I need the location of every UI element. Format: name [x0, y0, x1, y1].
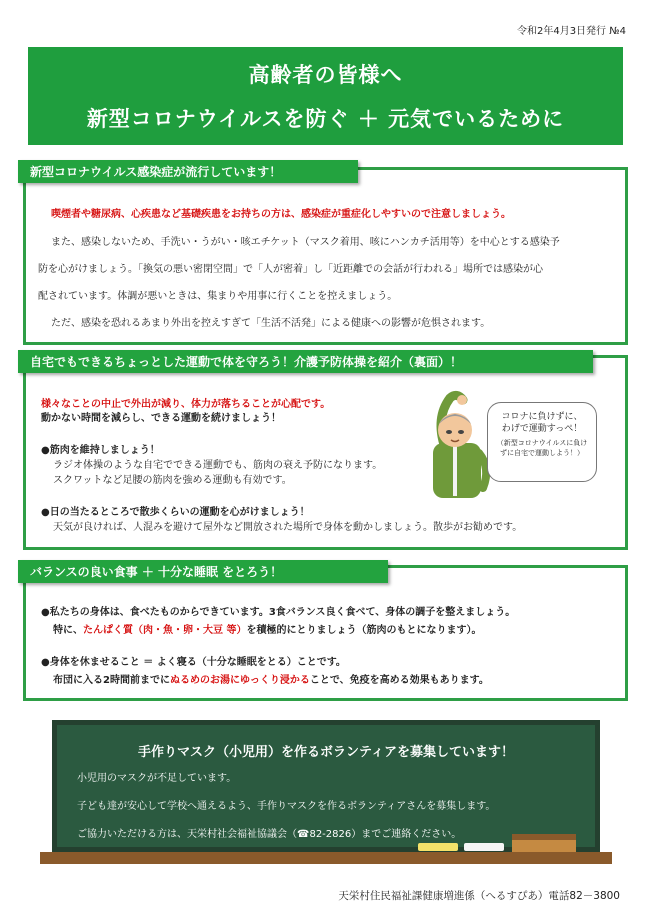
protein-highlight: たんぱく質（肉・魚・卵・大豆 等）	[83, 625, 247, 636]
title-banner	[28, 47, 623, 145]
inactivity-text: ただ、感染を恐れるあまり外出を控えすぎて「生活不活発」による健康への影響が危惧されます。	[51, 318, 491, 329]
contact-footer: 天栄村住民福祉課健康増進係（へるすぴあ）電話82－3800	[338, 890, 620, 902]
section-diet-sleep	[23, 565, 628, 701]
section-diet-sleep-title: バランスの良い食事 ＋ 十分な睡眠 をとろう！	[18, 560, 388, 583]
section-covid-warning	[23, 167, 628, 345]
banner-title-line1: 高齢者の皆様へ	[248, 63, 403, 87]
sleep-text-2	[53, 674, 489, 687]
issue-date: 令和2年4月3日発行 №4	[516, 26, 626, 37]
volunteer-text-3: ご協力いただける方は、天栄村社会福祉協議会（☎82-2826）までご連絡ください。	[77, 829, 462, 840]
yellow-chalk	[418, 843, 458, 851]
prevention-text-3: 配されています。体調が悪いときは、集まりや用事に行くことを控えましょう。	[38, 291, 398, 302]
muscle-text-1: ラジオ体操のような自宅でできる運動でも、筋肉の衰え予防になります。	[53, 460, 383, 471]
muscle-heading: ●筋肉を維持しましょう！	[41, 445, 160, 456]
speech-bubble	[487, 402, 597, 482]
prevention-text-1: また、感染しないため、手洗い・うがい・咳エチケット（マスク着用、咳にハンカチ活用等）を中心とする感染予	[51, 237, 560, 248]
prevention-text-2: 防を心がけましょう。「換気の悪い密閉空間」で「人が密着」し「近距離での会話が行われる」場所では感染が心	[38, 264, 543, 275]
section-covid-warning-title: 新型コロナウイルス感染症が流行しています！	[18, 160, 358, 183]
risk-warning: 喫煙者や糖尿病、心疾患など基礎疾患をお持ちの方は、感染症が重症化しやすいので注意しましょう。	[51, 209, 511, 220]
speech-line-1: コロナに負けずに、	[501, 412, 583, 422]
eraser-icon	[512, 834, 576, 852]
diet-text-2	[53, 624, 481, 637]
speech-line-4: ずに自宅で運動しよう！）	[500, 449, 584, 457]
exercise-warning: 様々なことの中止で外出が減り、体力が落ちることが心配です。	[41, 399, 331, 410]
walk-text: 天気が良ければ、人混みを避けて屋外など開放された場所で身体を動かしましょう。散歩がお勧めです。	[53, 522, 523, 533]
exercise-subtext: 動かない時間を減らし、できる運動を続けましょう！	[41, 413, 281, 424]
white-chalk	[464, 843, 504, 851]
diet-text-2a: 特に、	[53, 625, 83, 636]
bath-highlight: ぬるめのお湯にゆっくり浸かる	[169, 675, 310, 686]
sleep-text-2a: 布団に入る2時間前までに	[53, 675, 170, 686]
sleep-text-2c: ことで、免疫を高める効果もあります。	[309, 675, 489, 686]
volunteer-text-1: 小児用のマスクが不足しています。	[77, 773, 237, 784]
speech-line-2: わげで運動すっぺ！	[501, 424, 583, 434]
banner-title-line2: 新型コロナウイルスを防ぐ ＋ 元気でいるために	[86, 107, 565, 131]
speech-line-3: （新型コロナウイルスに負け	[496, 439, 588, 447]
diet-text-2c: を積極的にとりましょう（筋肉のもとになります）。	[246, 625, 482, 636]
diet-text-1: ●私たちの身体は、食べたものからできています。3食バランス良く食べて、身体の調子を整えましょう。	[41, 607, 516, 618]
walk-heading: ●日の当たるところで散歩くらいの運動を心がけましょう！	[41, 507, 310, 518]
volunteer-text-2: 子ども達が安心して学校へ通えるよう、手作りマスクを作るボランティアさんを募集します。	[77, 801, 496, 812]
muscle-text-2: スクワットなど足腰の筋肉を強める運動も有効です。	[53, 475, 292, 486]
volunteer-title: 手作りマスク（小児用）を作るボランティアを募集しています！	[138, 745, 514, 760]
chalkboard-ledge	[40, 852, 612, 864]
section-home-exercise-title: 自宅でもできるちょっとした運動で体を守ろう！介護予防体操を紹介（裏面）！	[18, 350, 593, 373]
chalkboard-notice	[52, 720, 600, 852]
sleep-text-1: ●身体を休ませること ＝ よく寝る（十分な睡眠をとる）ことです。	[41, 657, 346, 668]
